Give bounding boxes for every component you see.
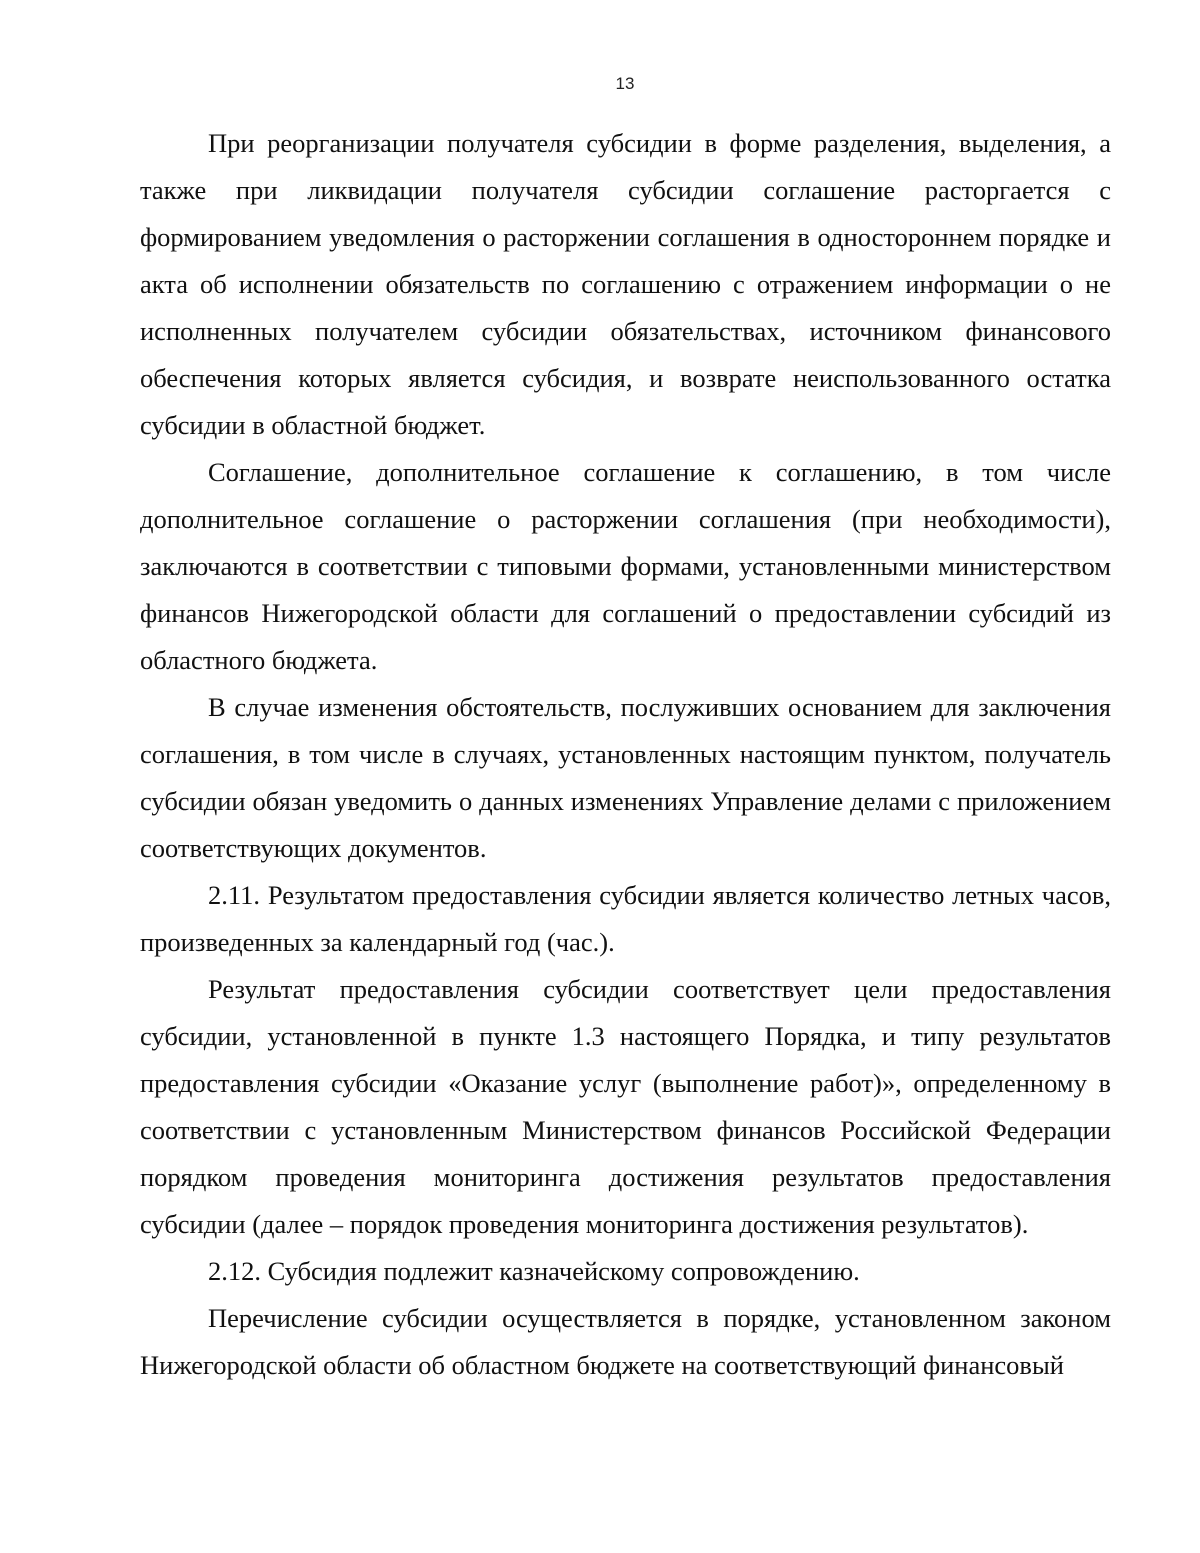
paragraph-2-11-result: 2.11. Результатом предоставления субсидии является количество летных часов, произведенных за календарный год (час.). [140,880,1111,957]
page-number: 13 [615,74,635,93]
paragraph-agreement-forms: Соглашение, дополнительное соглашение к соглашению, в том числе дополнительное соглашение о расторжении соглашения (при необходимости), заключаются в соответствии с типовыми формами, установленными министерством финансов Нижегородской области для соглашений о предоставлении субсидий из областного бюджета. [140,457,1111,675]
paragraph-transfer: Перечисление субсидии осуществляется в порядке, установленном законом Нижегородской области об областном бюджете на соответствующий финансовый [140,1303,1111,1380]
paragraph-reorganization: При реорганизации получателя субсидии в форме разделения, выделения, а также при ликвидации получателя субсидии соглашение расторгается с формированием уведомления о расторжении соглашения в одностороннем порядке и акта об исполнении обязательств по соглашению с отражением информации о не исполненных получателем субсидии обязательствах, источником финансового обеспечения которых является субсидия, и возврате неиспользованного остатка субсидии в областной бюджет. [140,128,1111,440]
document-body [140,120,1111,1389]
paragraph-2-12-treasury: 2.12. Субсидия подлежит казначейскому сопровождению. [208,1256,860,1286]
paragraph-result-compliance: Результат предоставления субсидии соответствует цели предоставления субсидии, установленной в пункте 1.3 настоящего Порядка, и типу результатов предоставления субсидии «Оказание услуг (выполнение работ)», определенному в соответствии с установленным Министерством финансов Российской Федерации порядком проведения мониторинга достижения результатов предоставления субсидии (далее – порядок проведения мониторинга достижения результатов). [140,974,1111,1239]
paragraph-change-of-circumstances: В случае изменения обстоятельств, послуживших основанием для заключения соглашения, в том числе в случаях, установленных настоящим пунктом, получатель субсидии обязан уведомить о данных изменениях Управление делами с приложением соответствующих документов. [140,692,1111,863]
